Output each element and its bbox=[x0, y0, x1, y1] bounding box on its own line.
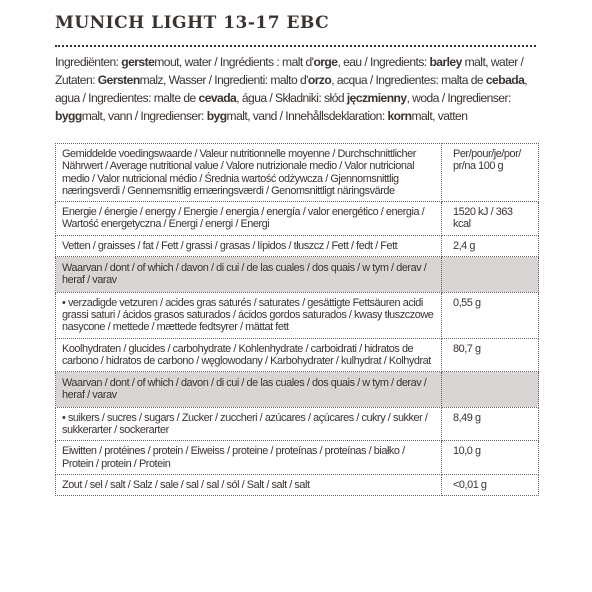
ingredient-text: Ingrediënten: bbox=[55, 55, 122, 69]
ingredient-allergen-text: korn bbox=[387, 109, 412, 123]
nutrient-label: Vetten / graisses / fat / Fett / grassi / grasas / lípidos / tłuszcz / Fett / fedt / Fett bbox=[56, 235, 442, 256]
nutrient-value: 2,4 g bbox=[442, 235, 539, 256]
nutrient-value: 80,7 g bbox=[442, 338, 539, 372]
ingredient-allergen-text: barley bbox=[429, 55, 462, 69]
ingredient-allergen-text: orge bbox=[313, 55, 338, 69]
nutrient-label: • suikers / sucres / sugars / Zucker / zuccheri / azúcares / açúcares / cukry / sukker / sukkerarter / sockerarter bbox=[56, 407, 442, 441]
nutrient-value: Per/pour/je/por/ pr/na 100 g bbox=[442, 144, 539, 202]
nutrition-row bbox=[56, 441, 539, 475]
ingredient-allergen-text: cebada bbox=[485, 73, 525, 87]
nutrition-row bbox=[56, 292, 539, 338]
nutrition-row bbox=[56, 338, 539, 372]
ingredient-text: , agua / Ingredientes: malte de bbox=[55, 73, 528, 105]
nutrient-value: 0,55 g bbox=[442, 292, 539, 338]
nutrient-label: Gemiddelde voedingswaarde / Valeur nutritionnelle moyenne / Durchschnittlicher Nährwert / Average nutritional value / Valore nutrizionale medio / Valor nutricional medio / Valor nutricional médio / Średnia wartość odżywcza / Gjennomsnittlig næringsverdi / Gennemsnitlig emæringsværdi / Genomsnittligt näringsvärde bbox=[56, 144, 442, 202]
ingredient-allergen-text: cevada bbox=[198, 91, 237, 105]
nutrient-label: Eiwitten / protéines / protein / Eiweiss / proteine / proteínas / proteínas / białko / Protein / protein / Protein bbox=[56, 441, 442, 475]
nutrient-value bbox=[442, 257, 539, 293]
nutrient-value: 8,49 g bbox=[442, 407, 539, 441]
nutrition-table bbox=[55, 143, 539, 496]
ingredient-allergen-text: bygg bbox=[55, 109, 82, 123]
ingredient-text: , woda / Ingredienser: bbox=[406, 91, 511, 105]
ingredient-allergen-text: byg bbox=[206, 109, 227, 123]
nutrition-subheader-row bbox=[56, 257, 539, 293]
ingredient-text: , eau / Ingredients: bbox=[337, 55, 430, 69]
nutrition-row bbox=[56, 202, 539, 236]
ingredient-text: , acqua / Ingredientes: malta de bbox=[331, 73, 486, 87]
ingredient-text: malt, vatten bbox=[411, 109, 468, 123]
ingredient-allergen-text: gerste bbox=[121, 55, 155, 69]
ingredient-allergen-text: Gersten bbox=[97, 73, 140, 87]
nutrition-row bbox=[56, 474, 539, 495]
nutrient-label: Koolhydraten / glucides / carbohydrate / Kohlenhydrate / carboidrati / hidratos de carbono / hidratos de carbono / węglowodany / Karbohydrater / kulhydrat / Kolhydrat bbox=[56, 338, 442, 372]
ingredient-text: mout, water / Ingrédients : malt d' bbox=[154, 55, 314, 69]
nutrient-label: Energie / énergie / energy / Energie / energia / energía / valor energético / energia / Wartość energetyczna / Energi / energi / Energi bbox=[56, 202, 442, 236]
ingredient-allergen-text: orzo bbox=[307, 73, 332, 87]
nutrient-label: Zout / sel / salt / Salz / sale / sal / sal / sól / Salt / salt / salt bbox=[56, 474, 442, 495]
ingredient-text: malt, water / Zutaten: bbox=[55, 55, 524, 87]
nutrition-row bbox=[56, 407, 539, 441]
ingredient-text: malz, Wasser / Ingredienti: malto d' bbox=[139, 73, 308, 87]
title-divider bbox=[55, 45, 536, 47]
ingredient-text: , água / Składniki: słód bbox=[236, 91, 347, 105]
nutrition-subheader-row bbox=[56, 372, 539, 408]
nutrient-value: <0,01 g bbox=[442, 474, 539, 495]
nutrition-row bbox=[56, 144, 539, 202]
nutrient-label: Waarvan / dont / of which / davon / di cui / de las cuales / dos quais / w tym / derav / heraf / varav bbox=[56, 257, 442, 293]
ingredient-allergen-text: jęczmienny bbox=[346, 91, 407, 105]
ingredient-text: malt, vann / Ingredienser: bbox=[81, 109, 207, 123]
nutrient-value bbox=[442, 372, 539, 408]
nutrient-value: 1520 kJ / 363 kcal bbox=[442, 202, 539, 236]
nutrient-value: 10,0 g bbox=[442, 441, 539, 475]
ingredient-text: malt, vand / Innehållsdeklaration: bbox=[226, 109, 388, 123]
nutrition-row bbox=[56, 235, 539, 256]
nutrient-label: • verzadigde vetzuren / acides gras saturés / saturates / gesättigte Fettsäuren acidi grassi saturi / ácidos grasos saturados / ácidos gordos saturados / kwasy tłuszczowe nasycone / mettede / mættede fedtsyrer / mättat fett bbox=[56, 292, 442, 338]
product-title: MUNICH LIGHT 13-17 EBC bbox=[55, 13, 330, 33]
ingredients-paragraph bbox=[55, 53, 539, 125]
nutrient-label: Waarvan / dont / of which / davon / di cui / de las cuales / dos quais / w tym / derav / heraf / varav bbox=[56, 372, 442, 408]
